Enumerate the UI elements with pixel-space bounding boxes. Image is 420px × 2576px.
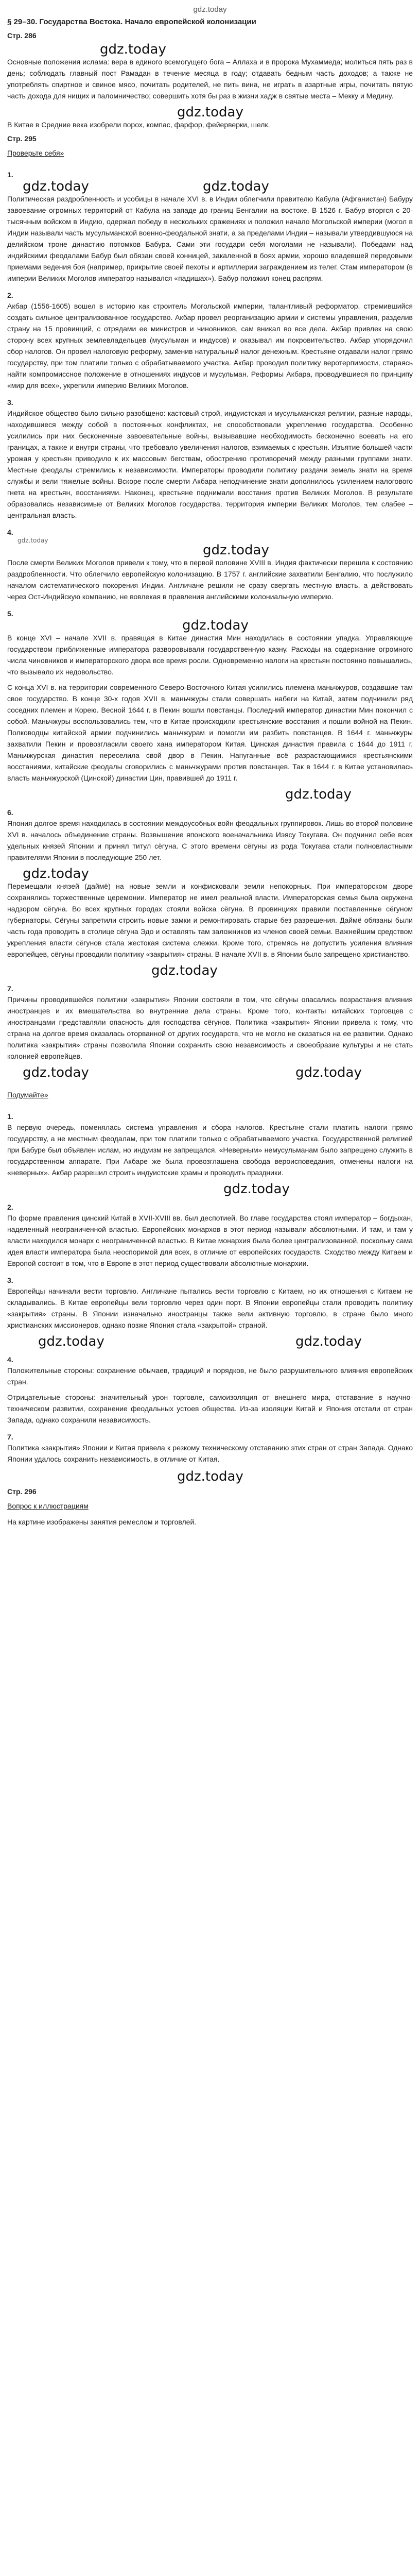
think-item: [7, 1276, 413, 1348]
watermark-text: gdz.today: [203, 543, 269, 558]
watermark-text: gdz.today: [177, 105, 243, 120]
item-text: Причины проводившейся политики «закрытия» Японии состояли в том, что сёгуны опасались возрастания влияния иностранцев и их вмешательства во внутренние дела страны. Кроме того, контакты китайских торговцев с иностранцами представляли опасность для господства сёгунов. Политика «закрытия» Японии привела к тому, что страна на долгое время оказалась оторванной от других государств, что не могло не сказаться на ее развитии. Однако политика «закрытия» страны позволила Японии сохранить свою независимость и своеобразие культуры и не стать колонией европейцев.: [7, 995, 413, 1060]
watermark-text: gdz.today: [23, 866, 89, 882]
watermark-text: gdz.today: [100, 42, 166, 57]
item-number: 3.: [7, 1276, 13, 1284]
item-number: 1.: [7, 1112, 13, 1121]
watermark-row: [7, 867, 413, 880]
check-item: [7, 291, 413, 391]
watermark-text: gdz.today: [38, 1334, 104, 1349]
item-number: 1.: [7, 171, 13, 179]
item-number: 7.: [7, 1433, 13, 1441]
think-item: [7, 1355, 413, 1426]
watermark-text: gdz.today: [295, 1065, 362, 1080]
item-number: 6.: [7, 808, 13, 817]
think-link[interactable]: Подумайте»: [7, 1091, 48, 1099]
check-item: [7, 528, 413, 602]
item-text: В первую очередь, поменялась система управления и сбора налогов. Крестьяне стали платить налоги прямо государству, а не местным феодалам, при том платили только с обрабатываемого участка. Государственной религией при Бабуре был объявлен ислам, но индуизм не запрещался. «Неверным» немусульманам было запрещено служить в государственном аппарате. При Акбаре же была провозглашена свобода вероисповедания, отменены налоги на «неверных». Акбар разрешил строить индуистские храмы и проводить праздники.: [7, 1123, 413, 1177]
watermark-row: [7, 1335, 413, 1348]
watermark-text: gdz.today: [285, 787, 352, 802]
watermark-row: [7, 1182, 413, 1196]
site-watermark-top: gdz.today: [193, 5, 227, 14]
item-text: После смерти Великих Моголов привели к тому, что в первой половине XVIII в. Индия фактически перешла к состоянию раздробленности. Что облегчило европейскую колонизацию. В 1757 г. английские захватили Бенгалию, что послужило началом систематического покорения Индии. Англичане решили не сразу свергать местную власть, а действовать через Ост-Индийскую компанию, не вовлекая в правления английскими колониальную империю.: [7, 558, 413, 601]
check-yourself-link[interactable]: Проверьте себя»: [7, 149, 64, 157]
item-text-continued: С конца XVI в. на территории современного Северо-Восточного Китая усилились племена маньчжуров, создавшие там свое государство. В конце 30-х годов XVII в. маньчжуры стали совершать набеги на Китай, затем подчинили ряд соседних племен и Корею. Весной 1644 г. в Пекин вошли повстанцы. Последний император династии Мин покончил с собой. Маньчжуры воспользовались тем, что в Китае происходили крестьянские восстания и пошли войной на Пекин. Полководцы китайской армии подчинились маньчжурам и помогли им разбить повстанцев. В 1644 г. маньчжуры захватили Пекин и провозгласили своего хана императором Китая. Цинская династия правила с 1644 до 1911 г. Маньчжурская династия переселила свой двор в Пекин. Напуганные всё разрастающимися крестьянскими восстаниями, китайские феодалы сговорились с маньчжурами против повстанцев. Так в 1644 г. в Китае установилась власть маньчжурской (Цинской) династии Цин, правившей до 1911 г.: [7, 683, 413, 782]
check-item: [7, 808, 413, 977]
page-label-295: Стр. 295: [7, 134, 37, 143]
check-item: [7, 985, 413, 1079]
watermark-row: [7, 964, 413, 977]
item-text: Политика «закрытия» Японии и Китая привела к резкому техническому отставанию этих стран от стран Запада. Однако Японии удалось сохранить независимость, в отличие от Китая.: [7, 1444, 413, 1463]
item-number: 4.: [7, 528, 13, 536]
watermark-row: [7, 43, 413, 56]
watermark-row: [7, 544, 413, 557]
think-item: [7, 1112, 413, 1196]
check-item: [7, 609, 413, 801]
watermark-text: gdz.today: [23, 1065, 89, 1080]
watermark-text: gdz.today: [18, 537, 48, 544]
check-item: [7, 398, 413, 521]
watermark-text: gdz.today: [295, 1334, 362, 1349]
item-text: По форме правления цинский Китай в XVII-XVIII вв. был деспотией. Во главе государства стоял император – богдыхан, наделенный неограниченной властью. Европейских монархов в этот период называли абсолютными. И там, и там у власти находился монарх с неограниченной властью. В Китае монархия была более централизованной, поскольку сама идея власти императора была неоспоримой для всех, в отличие от европейских государств. Сходство между Китаем и Европой состоит в том, что в Европе в этот период существовали абсолютные монархии.: [7, 1214, 413, 1267]
check-item: [7, 171, 413, 284]
item-text: Япония долгое время находилась в состоянии междоусобных войн феодальных группировок. Лишь во второй половине XVI в. началось объединение страны. Возвышение японского военачальника Иэясу Токугава. Он подчинил себе всех удельных князей Японии и принял титул сёгуна. С этого времени сёгуны из рода Токугава стали полновластными правителями Японии в последующие 250 лет.: [7, 819, 413, 861]
watermark-text: gdz.today: [151, 963, 218, 978]
page-label-296: Стр. 296: [7, 1487, 37, 1496]
item-number: 4.: [7, 1355, 13, 1364]
watermark-text: gdz.today: [203, 179, 269, 194]
think-item: [7, 1203, 413, 1269]
item-text: В конце XVI – начале XVII в. правящая в Китае династия Мин находилась в состоянии упадка. Управляющие государством приближенные императора разворовывали государственную казну. Расходы на содержание огромного числа чиновников и императорского двора все время росли. Одновременно налоги на крестьян постоянно повышались, что вызывало их недовольство.: [7, 634, 413, 676]
item-text: Индийское общество было сильно разобщено: кастовый строй, индуистская и мусульманская религии, разные народы, находившиеся между собой в постоянных конфликтах, не способствовали укреплению государства. Особенно усилились при них бесконечные завоевательные войны, вызывавшие необходимость бесконечно воевать на его границах, а также и внутри страны, что требовало увеличения налогов, взимаемых с крестьян. Изъятие большей части урожая у крестьян приводило к их массовым бегствам, обострению противоречий между разными группами знати. Местные феодалы стремились к независимости. Императоры проводили политику раздачи земель знати на время службы и вели тяжелые войны. Вскоре после смерти Акбара неподчинение знати дополнилось усилением налогового гнета на крестьян, восстаниями. Наконец, крестьяне поднимали восстания против Великих Моголов. В результате образовались независимые от Великих Моголов государства, территория империи Великих Моголов, тем слабее – центральная власть.: [7, 409, 413, 519]
watermark-row: [7, 180, 413, 193]
item-text: Политическая раздробленность и усобицы в начале XVI в. в Индии облегчили правителю Кабула (Афганистан) Бабуру завоевание огромных территорий от Кабула на западе до границ Бенгалии на востоке. В 1526 г. Бабур вторгся с 20-тысячным войском в Индию, одержал победу в нескольких сражениях и положил начало Могольской империи (могол в Индии называли часть мусульманской военно-феодальной знати, а за пределами Индии – называли утвердившуюся на делийском троне династию потомков Бабура. Сами эти государи себя моголами не называли). Победами над индийскими феодалами Бабур был обязан своей конницей, закаленной в боях армии, хорошо владевшей передовыми приемами ведения боя (например, прикрытие своей пехоты и артиллерии заграждением из телег. Стам императором (в империи Великих Моголов император назывался «падишах»). Бабур положил конец распрям.: [7, 195, 413, 282]
item-text: Акбар (1556-1605) вошел в историю как строитель Могольской империи, талантливый реформатор, стремившийся создать сильное централизованное государство. Акбар провел реорганизацию армии и системы управления, разделив страну на 15 провинций, с отрядами ее министров и чиновников, сам вникал во все дела. Акбар привлек на свою сторону всех крупных землевладельцев (мусульман и индусов) и оказывал им покровительство. Акбар упорядочил сбор налогов. Он провел налоговую реформу, заменив натуральный налог денежным. Крестьяне отдавали налог прямо государству, при том платили только с обрабатываемого участка. Акбар проводил политику веротерпимости, стараясь найти компромиссное положение в отношениях индусов и мусульман. Реформы Акбара, проводившиеся по принципу «мир для всех», укрепили империю Великих Моголов.: [7, 302, 413, 389]
intro-paragraph-1: Основные положения ислама: вера в единого всемогущего бога – Аллаха и в пророка Мухаммеда; молиться пять раз в день; соблюдать главный пост Рамадан в течение месяца в году; отдавать бедным часть доходов; а также не употреблять спиртное и свиное мясо, почитать родителей, не пить вина, не играть в азартные игры, почитать пятую часть дохода для нищих и паломничество; совершить хотя бы раз в жизни хадж в святые места – Мекку и Медину.: [7, 58, 413, 100]
watermark-row: [7, 106, 413, 119]
watermark-text: gdz.today: [23, 179, 89, 194]
item-number: 7.: [7, 985, 13, 993]
item-number: 5.: [7, 609, 13, 618]
item-number: 2.: [7, 1203, 13, 1211]
page-label-286: Стр. 286: [7, 31, 37, 40]
item-text: Европейцы начинали вести торговлю. Англичане пытались вести торговлю с Китаем, но их отношения с Китаем не складывались. В Китае европейцы вели торговлю через один порт. В Японии европейцы стали проводить политику «закрытия» страны. В Японии изначально иностранцы также вели активную торговлю, в стране было много христианских миссионеров, однако позже Япония стала «закрытой» страной.: [7, 1287, 413, 1329]
watermark-row: [7, 1470, 413, 1483]
item-text-continued: Перемещали князей (даймё) на новые земли и конфисковали земли непокорных. При императорском дворе сохранялись торжественные церемонии. Император не имел реальной власти. Императорская семья была окружена надзором сёгуна. Во всех крупных городах стояли войска сёгуна. В провинциях правили поставленные сёгуном губернаторы. Сёгуны запретили строить новые замки и ремонтировать старые без разрешения. Даймё обязаны были часть года проводить в столице сёгуна Эдо и оставлять там заложников из членов своей семьи. Важнейшим средством укрепления власти сёгунов стала жестокая система слежки. Кроме того, стремясь не допустить усиления влияния европейцев, сёгуны проводили политику «закрытия» страны. В начале XVII в. в Японии было запрещено христианство.: [7, 882, 413, 958]
item-number: 2.: [7, 291, 13, 299]
final-paragraph: На картине изображены занятия ремеслом и торговлей.: [7, 1518, 197, 1526]
watermark-text: gdz.today: [182, 618, 249, 633]
page-title: § 29–30. Государства Востока. Начало европейской колонизации: [7, 18, 256, 26]
item-number: 3.: [7, 398, 13, 406]
intro-paragraph-2: В Китае в Средние века изобрели порох, компас, фарфор, фейерверки, шелк.: [7, 121, 270, 129]
section-separator: [7, 1084, 413, 1088]
illustrations-link[interactable]: Вопрос к иллюстрациям: [7, 1502, 89, 1510]
think-item: [7, 1433, 413, 1465]
watermark-row: [7, 788, 413, 801]
watermark-text: gdz.today: [223, 1181, 290, 1197]
watermark-row: [7, 619, 413, 632]
item-text-continued: Отрицательные стороны: значительный урон торговле, самоизоляция от внешнего мира, отставание в научно-техническом развитии, сохранение феодальных устоев общества. Из-за изоляции Китай и Япония отстали от стран Запада, однако сохранили независимость.: [7, 1393, 413, 1424]
item-text: Положительные стороны: сохранение обычаев, традиций и порядков, не было разрушительного влияния европейских стран.: [7, 1366, 413, 1386]
watermark-text: gdz.today: [177, 1469, 243, 1484]
watermark-row: [7, 1066, 413, 1079]
